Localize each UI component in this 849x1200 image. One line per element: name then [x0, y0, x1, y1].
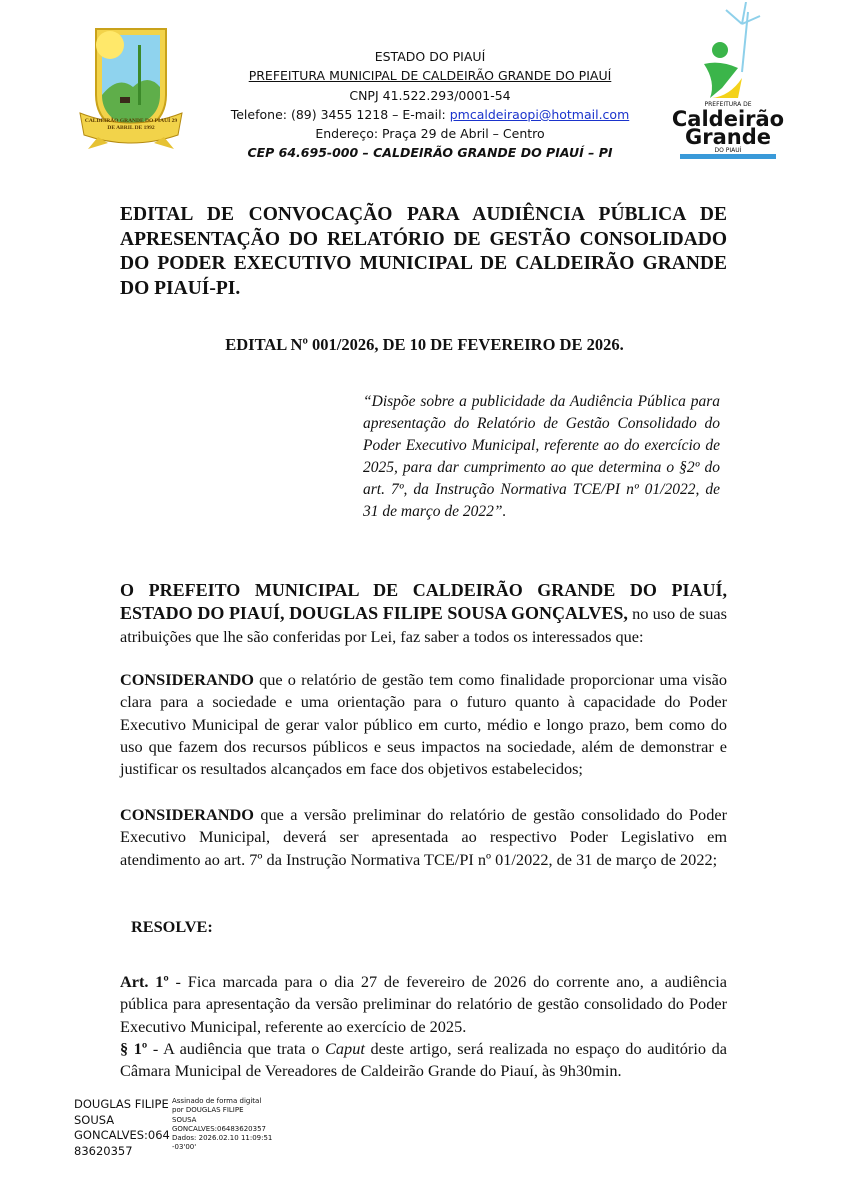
signer-line: DOUGLAS FILIPE [74, 1097, 169, 1111]
edital-number: EDITAL Nº 001/2026, DE 10 DE FEVEREIRO DE 2026. [225, 335, 624, 354]
signature-detail: SOUSA [172, 1115, 197, 1124]
email-link[interactable]: pmcaldeiraopi@hotmail.com [449, 106, 630, 122]
digital-signature-details [172, 1097, 272, 1153]
document-title: EDITAL DE CONVOCAÇÃO PARA AUDIÊNCIA PÚBLICA DE APRESENTAÇÃO DO RELATÓRIO DE GESTÃO CONSOLIDADO DO PODER EXECUTIVO MUNICIPAL DE CALDEIRÃO GRANDE DO PIAUÍ-PI. [120, 204, 727, 299]
signature-detail: Dados: 2026.02.10 11:09:51 [172, 1134, 273, 1143]
article-label: Art. 1º [120, 972, 169, 991]
contact-line [200, 105, 660, 124]
considerando-1 [120, 669, 727, 780]
paragraph-1 [120, 1038, 727, 1083]
article-text: - Fica marcada para o dia 27 de fevereiro de 2026 do corrente ano, a audiência pública para apresentação da versão preliminar do relatório de gestão consolidado do Poder Executivo Municipal, referente ao exercício de 2025. [120, 972, 728, 1036]
paragraph-text: - A audiência que trata o [147, 1039, 326, 1058]
cep-line: CEP 64.695-000 – CALDEIRÃO GRANDE DO PIAUÍ – PI [247, 145, 613, 161]
svg-text:Caldeirão: Caldeirão [671, 107, 785, 131]
signer-line: GONCALVES:064 [74, 1128, 170, 1142]
considerando-label: CONSIDERANDO [120, 670, 254, 689]
article-1 [120, 971, 727, 1038]
considerando-label: CONSIDERANDO [120, 805, 254, 824]
digital-signature-name [74, 1097, 170, 1159]
svg-text:DO PIAUÍ: DO PIAUÍ [714, 147, 742, 154]
considerando-text: que o relatório de gestão tem como finalidade proporcionar uma visão clara para a sociedade e uma orientação para o futuro quanto à capacidade do Poder Executivo Municipal de gerar valor público em curto, médio e longo prazo, bem como do uso que fazem dos recursos públicos e seus impactos na sociedade, além de demonstrar e justificar os resultados alcançados em face dos objetivos estabelecidos; [120, 670, 727, 779]
crest-ribbon-text: CALDEIRÃO GRANDE DO PIAUÍ 29 DE ABRIL DE 1992 [84, 118, 178, 131]
signature-detail: -03'00' [172, 1143, 197, 1152]
svg-text:PREFEITURA DE: PREFEITURA DE [704, 101, 752, 108]
phone-text: Telefone: (89) 3455 1218 – E-mail: [230, 106, 450, 122]
signature-detail: GONCALVES:06483620357 [172, 1124, 266, 1133]
prefeitura-logo-image [668, 2, 788, 162]
considerando-text: que a versão preliminar do relatório de gestão consolidado do Poder Executivo Municipal, deverá ser apresentada ao respectivo Poder Legislativo em atendimento ao art. 7º da Instrução Normativa TCE/PI nº 01/2022, de 31 de março de 2022; [120, 805, 727, 869]
intro-paragraph [120, 579, 727, 648]
resolve-heading: RESOLVE: [131, 917, 213, 936]
state-name: ESTADO DO PIAUÍ [374, 49, 486, 64]
considerando-2 [120, 804, 727, 871]
intro-bold: O PREFEITO MUNICIPAL DE CALDEIRÃO GRANDE DO PIAUÍ, ESTADO DO PIAUÍ, DOUGLAS FILIPE SOUSA GONÇALVES, [120, 580, 727, 624]
prefeitura-name: PREFEITURA MUNICIPAL DE CALDEIRÃO GRANDE DO PIAUÍ [248, 68, 612, 84]
cnpj: CNPJ 41.522.293/0001-54 [349, 87, 511, 103]
address: Endereço: Praça 29 de Abril – Centro [315, 126, 545, 142]
ementa-quote: “Dispõe sobre a publicidade da Audiência Pública para apresentação do Relatório de Gestão Consolidado do Poder Executivo Municipal, referente ao do exercício de 2025, para dar cumprimento ao que determina o §2º do art. 7º, da Instrução Normativa TCE/PI nº 01/2022, de 31 de março de 2022”. [363, 393, 720, 520]
signer-line: 83620357 [74, 1143, 133, 1158]
caput-text: Caput [325, 1039, 365, 1058]
signature-detail: por DOUGLAS FILIPE [172, 1106, 244, 1115]
paragraph-text: deste artigo, será realizada no espaço do auditório da Câmara Municipal de Vereadores de Caldeirão Grande do Piauí, às 9h30min. [120, 1039, 727, 1081]
signature-detail: Assinado de forma digital [172, 1097, 262, 1105]
signer-line: SOUSA [74, 1112, 115, 1127]
svg-text:Grande: Grande [685, 125, 771, 149]
intro-rest: no uso de suas atribuições que lhe são conferidas por Lei, faz saber a todos os interessados que: [120, 604, 727, 646]
paragraph-label: § 1º [120, 1039, 148, 1058]
letterhead [200, 47, 660, 163]
